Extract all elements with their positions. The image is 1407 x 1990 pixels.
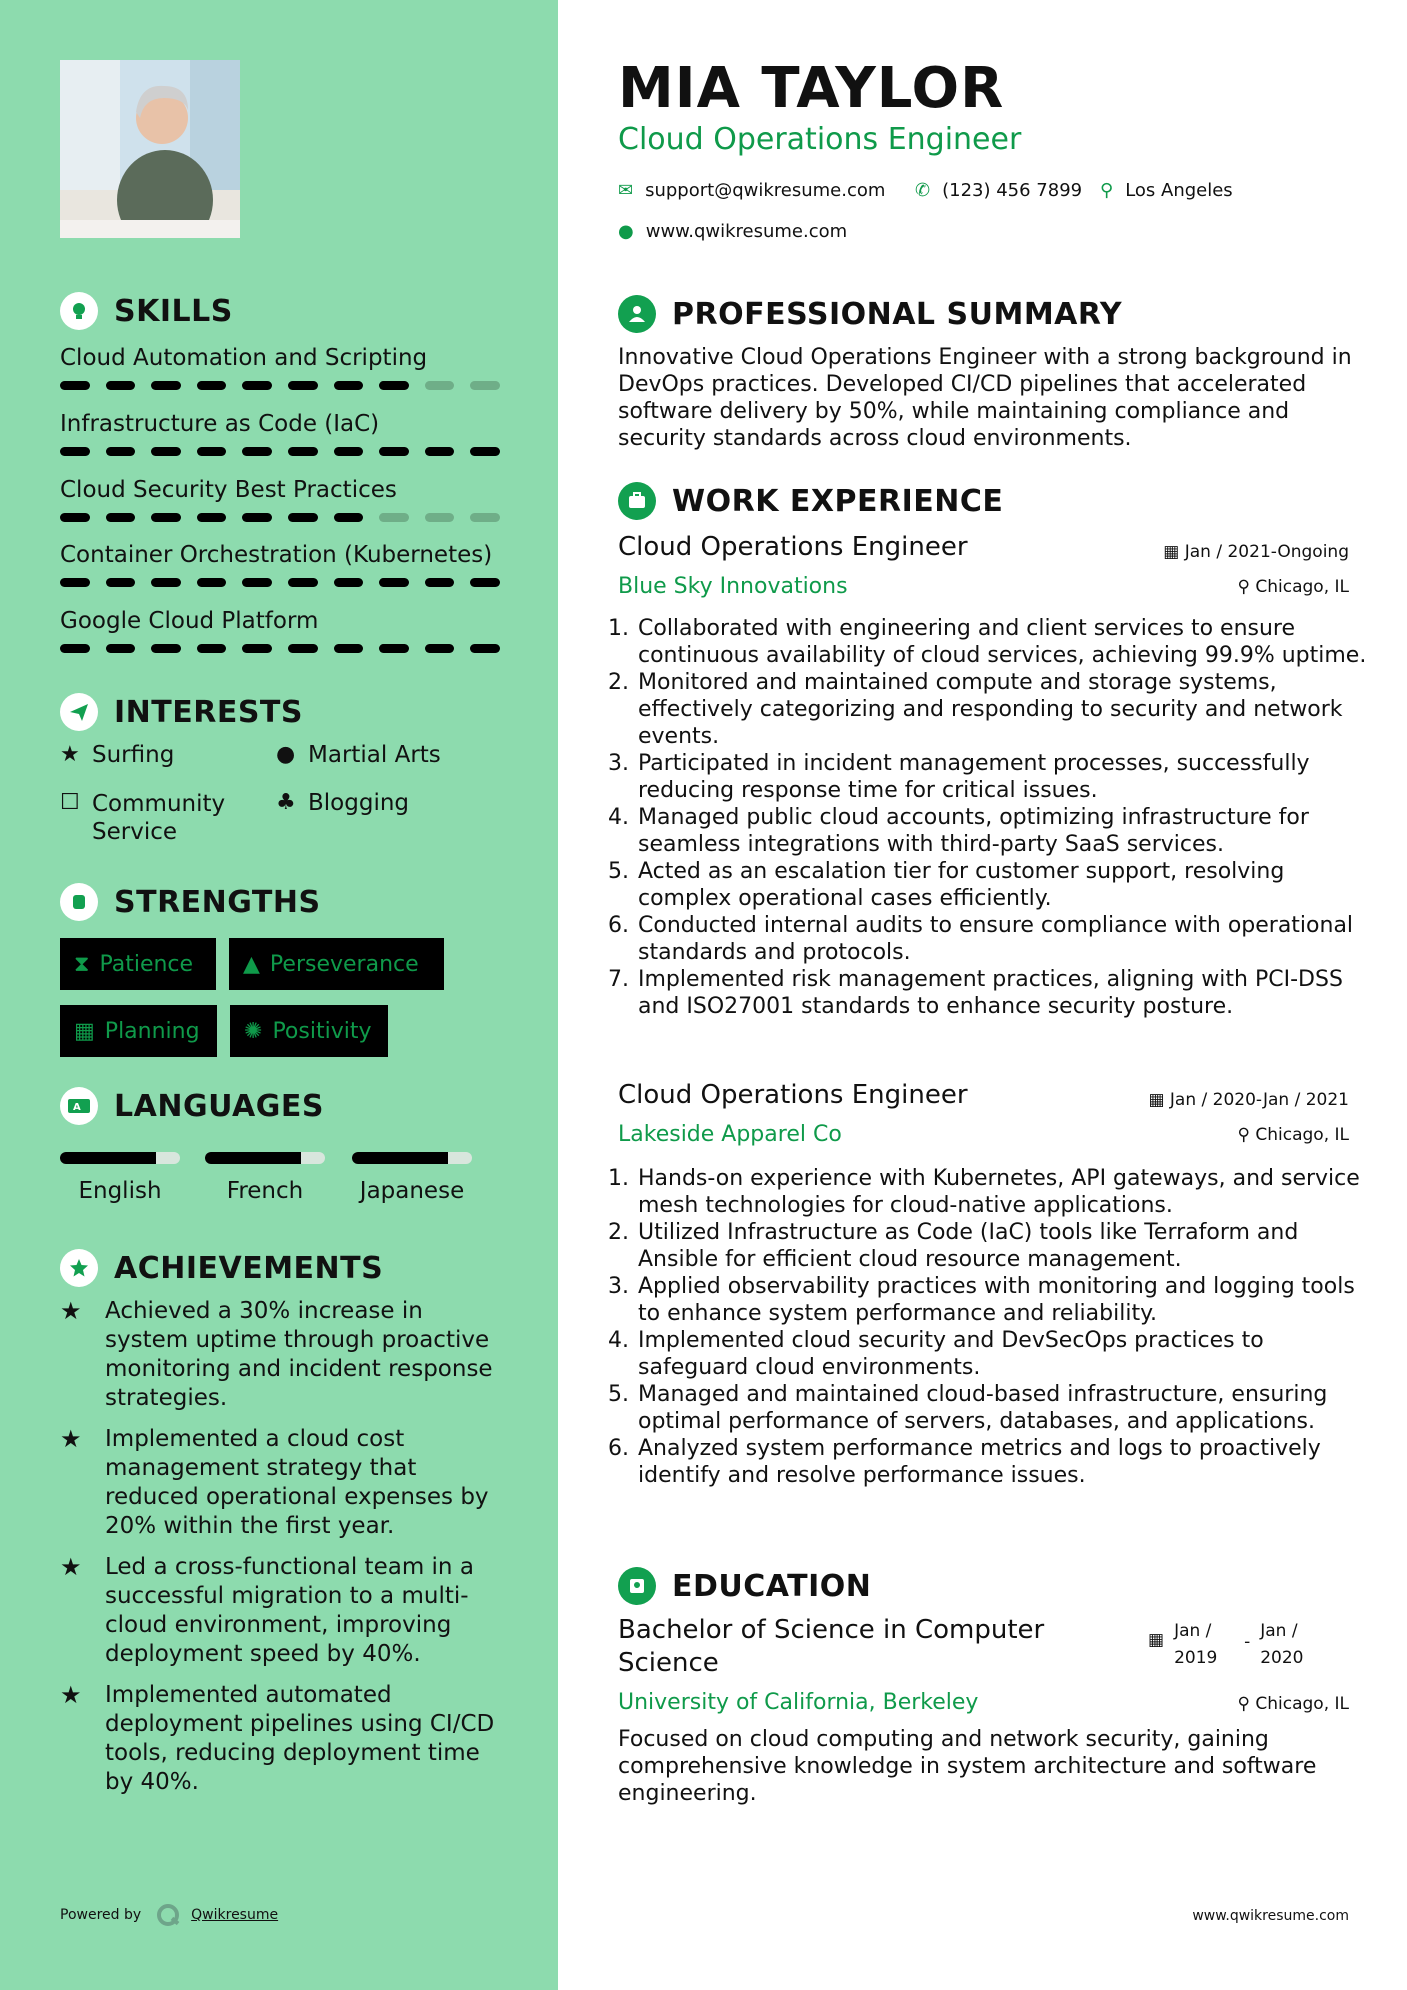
powered-by-label: Powered by [60,1907,142,1923]
shooting-star-icon: ★ [60,1553,82,1581]
language-item [60,1152,180,1204]
skill-level-dash [288,578,318,587]
interest-item [276,742,441,768]
interests-title: INTERESTS [114,694,303,730]
language-label: Japanese [359,1178,465,1204]
job-bullet: 6. Conducted internal audits to ensure compliance with operational standards and protocols. [636,912,1376,966]
job-bullets [612,615,1376,1020]
calendar-icon: ▦ [1148,1630,1165,1650]
job-bullet: 2. Monitored and maintained compute and storage systems, effectively categorizing and responding to security and network events. [636,669,1376,750]
skill-level-dash [60,381,90,390]
website-text[interactable]: www.qwikresume.com [645,221,848,242]
education-heading [618,1567,871,1605]
skill-level-dash [106,644,136,653]
calendar-icon: ▦ [74,1018,95,1044]
pin-icon: ⚲ [1237,1125,1256,1145]
language-label: English [78,1178,162,1204]
skill-level-dash [197,447,227,456]
skill-level-dash [379,447,409,456]
strength-tag [230,1005,388,1057]
skill-level-dash [334,513,364,522]
job-bullet: 4. Implemented cloud security and DevSecOps practices to safeguard cloud environments. [636,1327,1376,1381]
hourglass-icon: ⧗ [74,951,90,977]
skill-level-bar [60,381,500,390]
skill-level-dash [60,644,90,653]
sun-icon: ✺ [244,1018,263,1044]
job-dates-text: Jan / 2020-Jan / 2021 [1169,1090,1349,1110]
skill-level-dash [197,381,227,390]
users-icon: ♣ [276,790,296,815]
skill-level-dash [425,381,455,390]
summary-text: Innovative Cloud Operations Engineer with a strong background in DevOps practices. Developed CI/CD pipelines that accelerated software delivery by 50%, while maintaining compliance and security standards across cloud environments. [618,345,1352,451]
phone-text[interactable]: (123) 456 7899 [942,180,1083,201]
interest-item [276,790,409,816]
skill-level-dash [425,578,455,587]
skill-level-bar [60,578,500,587]
skill-label: Infrastructure as Code (IaC) [60,411,380,437]
briefcase-icon [618,482,656,520]
edu-start-month: Jan / [1174,1621,1212,1641]
skills-heading [60,292,233,330]
star-icon: ★ [60,742,80,767]
email-text[interactable]: support@qwikresume.com [645,180,886,201]
skill-level-dash [242,644,272,653]
skill-level-dash [242,513,272,522]
skill-level-dash [106,578,136,587]
skill-level-dash [379,381,409,390]
edu-end-year: 2020 [1260,1648,1304,1668]
skill-level-dash [60,513,90,522]
experience-title: WORK EXPERIENCE [672,483,1004,519]
lightbulb-icon [60,292,98,330]
job-bullet: 4. Managed public cloud accounts, optimizing infrastructure for seamless integrations with third-party SaaS services. [636,804,1376,858]
achievement-item [60,1681,500,1797]
user-icon [618,295,656,333]
skill-label: Google Cloud Platform [60,608,319,634]
language-icon [60,1087,98,1125]
skill-level-dash [197,578,227,587]
contact-website [618,221,847,242]
language-level-bar [60,1152,180,1164]
skill-level-dash [151,644,181,653]
job-location-text: Chicago, IL [1255,1125,1349,1145]
strengths-title: STRENGTHS [114,884,321,920]
language-label: French [226,1178,304,1204]
skill-level-dash [470,644,500,653]
strength-label: Planning [104,1018,200,1044]
skill-level-dash [425,644,455,653]
strength-label: Positivity [272,1018,372,1044]
skill-level-dash [106,447,136,456]
skill-label: Container Orchestration (Kubernetes) [60,542,493,568]
achievement-item [60,1553,500,1669]
skill-level-dash [60,578,90,587]
job-dates-text: Jan / 2021-Ongoing [1184,542,1349,562]
languages-heading [60,1087,324,1125]
strength-label: Patience [99,951,194,977]
job-location [1238,1125,1349,1145]
contact-phone [915,180,1082,201]
skill-level-dash [151,447,181,456]
edu-start-year: 2019 [1174,1648,1218,1668]
powered-by [60,1902,278,1928]
achievement-text: Implemented automated deployment pipelines using CI/CD tools, reducing deployment time by 40%. [105,1682,495,1795]
map-pin-icon: ⚲ [1100,180,1114,201]
skills-title: SKILLS [114,293,233,329]
contact-location [1100,180,1233,201]
skill-level-dash [470,381,500,390]
skill-level-bar [60,447,500,456]
job-title: Cloud Operations Engineer [618,532,968,562]
achievement-text: Implemented a cloud cost management strategy that reduced operational expenses by 20% within the first year. [105,1426,489,1539]
skill-level-dash [470,513,500,522]
education-title: EDUCATION [672,1568,872,1604]
edu-end-month: Jan / [1260,1621,1298,1641]
interest-item [60,742,174,768]
job-bullets [612,1165,1376,1489]
skill-level-dash [425,447,455,456]
skill-level-dash [334,644,364,653]
skill-item [60,608,500,653]
achievements-title: ACHIEVEMENTS [114,1250,384,1286]
interest-label: Blogging [308,790,410,816]
skill-level-dash [379,513,409,522]
skill-level-dash [379,578,409,587]
summary-title: PROFESSIONAL SUMMARY [672,296,1123,332]
interest-label: Surfing [92,742,175,768]
hand-icon: ☐ [60,790,80,815]
language-level-fill [60,1152,156,1164]
skill-level-dash [197,644,227,653]
contact-email [618,180,885,201]
skill-level-dash [470,578,500,587]
job-company: Blue Sky Innovations [618,574,848,599]
skill-level-dash [379,644,409,653]
skill-level-dash [425,513,455,522]
skill-item [60,411,500,456]
job-bullet: 3. Participated in incident management processes, successfully reducing response time for critical issues. [636,750,1376,804]
interest-label: Martial Arts [308,742,441,768]
skill-level-dash [470,447,500,456]
award-star-icon [60,1249,98,1287]
skill-level-dash [60,447,90,456]
achievement-text: Led a cross-functional team in a successful migration to a multi-cloud environment, improving deployment speed by 40%. [105,1554,474,1667]
location-text: Los Angeles [1125,180,1233,201]
skill-level-dash [288,447,318,456]
job-bullet: 2. Utilized Infrastructure as Code (IaC) tools like Terraform and Ansible for efficient cloud resource management. [636,1219,1376,1273]
job-bullet: 7. Implemented risk management practices, aligning with PCI-DSS and ISO27001 standards to enhance security posture. [636,966,1376,1020]
skill-level-dash [288,381,318,390]
strength-tag [229,938,444,990]
skill-level-dash [334,447,364,456]
skill-level-dash [242,381,272,390]
skill-level-dash [106,513,136,522]
shooting-star-icon: ★ [60,1425,82,1453]
fist-icon [60,883,98,921]
pin-icon: ⚲ [1237,577,1256,597]
strength-tag [60,1005,217,1057]
paper-plane-icon [60,693,98,731]
envelope-icon: ✉ [618,180,634,201]
skill-label: Cloud Security Best Practices [60,477,397,503]
job-bullet: 3. Applied observability practices with monitoring and logging tools to enhance system performance and reliability. [636,1273,1376,1327]
strength-tag [60,938,216,990]
skill-level-dash [151,381,181,390]
education-text: Focused on cloud computing and network security, gaining comprehensive knowledge in system architecture and software engineering. [618,1727,1317,1806]
footer-website[interactable]: www.qwikresume.com [1192,1908,1349,1924]
graduation-icon [618,1567,656,1605]
interest-item [60,790,250,846]
job-location-text: Chicago, IL [1255,577,1349,597]
interests-heading [60,693,303,731]
job-bullet: 5. Managed and maintained cloud-based infrastructure, ensuring optimal performance of servers, databases, and applications. [636,1381,1376,1435]
job-company: Lakeside Apparel Co [618,1122,842,1147]
skill-level-dash [334,578,364,587]
achievements-heading [60,1249,383,1287]
skill-item [60,542,500,587]
edu-end [1260,1618,1320,1672]
languages-title: LANGUAGES [114,1088,324,1124]
skill-item [60,345,500,390]
language-level-bar [205,1152,325,1164]
sidebar [0,0,558,1990]
strengths-heading [60,883,321,921]
achievement-item [60,1297,500,1413]
experience-heading [618,482,1003,520]
edu-start [1174,1618,1234,1672]
candidate-role: Cloud Operations Engineer [618,122,1022,157]
job-dates [1148,1090,1349,1110]
globe-icon: ● [276,742,296,767]
phone-icon: ✆ [915,180,931,201]
job-title: Cloud Operations Engineer [618,1080,968,1110]
binoculars-icon: ▲ [243,951,260,977]
degree-title: Bachelor of Science in Computer Science [618,1615,1045,1678]
profile-photo [60,60,240,238]
skill-level-dash [151,578,181,587]
svg-text:A: A [73,1102,82,1113]
qwikresume-link[interactable]: Qwikresume [191,1907,279,1923]
skill-level-bar [60,513,500,522]
skill-level-dash [288,513,318,522]
strength-label: Perseverance [269,951,419,977]
qwikresume-logo-icon [155,1902,181,1928]
language-level-fill [352,1152,448,1164]
job-bullet: 6. Analyzed system performance metrics and logs to proactively identify and resolve performance issues. [636,1435,1376,1489]
job-bullet: 1. Hands-on experience with Kubernetes, API gateways, and service mesh technologies for cloud-native applications. [636,1165,1376,1219]
pin-icon: ⚲ [1237,1694,1256,1714]
globe-icon: ● [618,221,634,242]
school-name: University of California, Berkeley [618,1690,979,1715]
calendar-icon: ▦ [1148,1090,1170,1110]
job-bullet: 1. Collaborated with engineering and client services to ensure continuous availability of cloud services, achieving 99.9% uptime. [636,615,1376,669]
skill-level-dash [197,513,227,522]
skill-label: Cloud Automation and Scripting [60,345,428,371]
achievement-item [60,1425,500,1541]
language-level-bar [352,1152,472,1164]
job-bullet: 5. Acted as an escalation tier for customer support, resolving complex operational cases efficiently. [636,858,1376,912]
calendar-icon: ▦ [1163,542,1185,562]
job-dates [1163,542,1349,562]
job-location [1238,577,1349,597]
education-location [1238,1694,1349,1714]
achievement-text: Achieved a 30% increase in system uptime through proactive monitoring and incident response strategies. [105,1298,493,1411]
education-dates [1148,1618,1320,1672]
shooting-star-icon: ★ [60,1297,82,1325]
language-item [352,1152,472,1204]
skill-item [60,477,500,522]
skill-level-dash [151,513,181,522]
shooting-star-icon: ★ [60,1681,82,1709]
candidate-name: MIA TAYLOR [618,56,1005,121]
edu-date-dash: - [1244,1632,1251,1652]
edu-location-text: Chicago, IL [1255,1694,1349,1714]
language-level-fill [205,1152,301,1164]
summary-heading [618,295,1122,333]
skill-level-dash [106,381,136,390]
skill-level-dash [334,381,364,390]
language-item [205,1152,325,1204]
skill-level-dash [242,447,272,456]
skill-level-bar [60,644,500,653]
skill-level-dash [288,644,318,653]
skill-level-dash [242,578,272,587]
interest-label: Community Service [92,791,226,845]
